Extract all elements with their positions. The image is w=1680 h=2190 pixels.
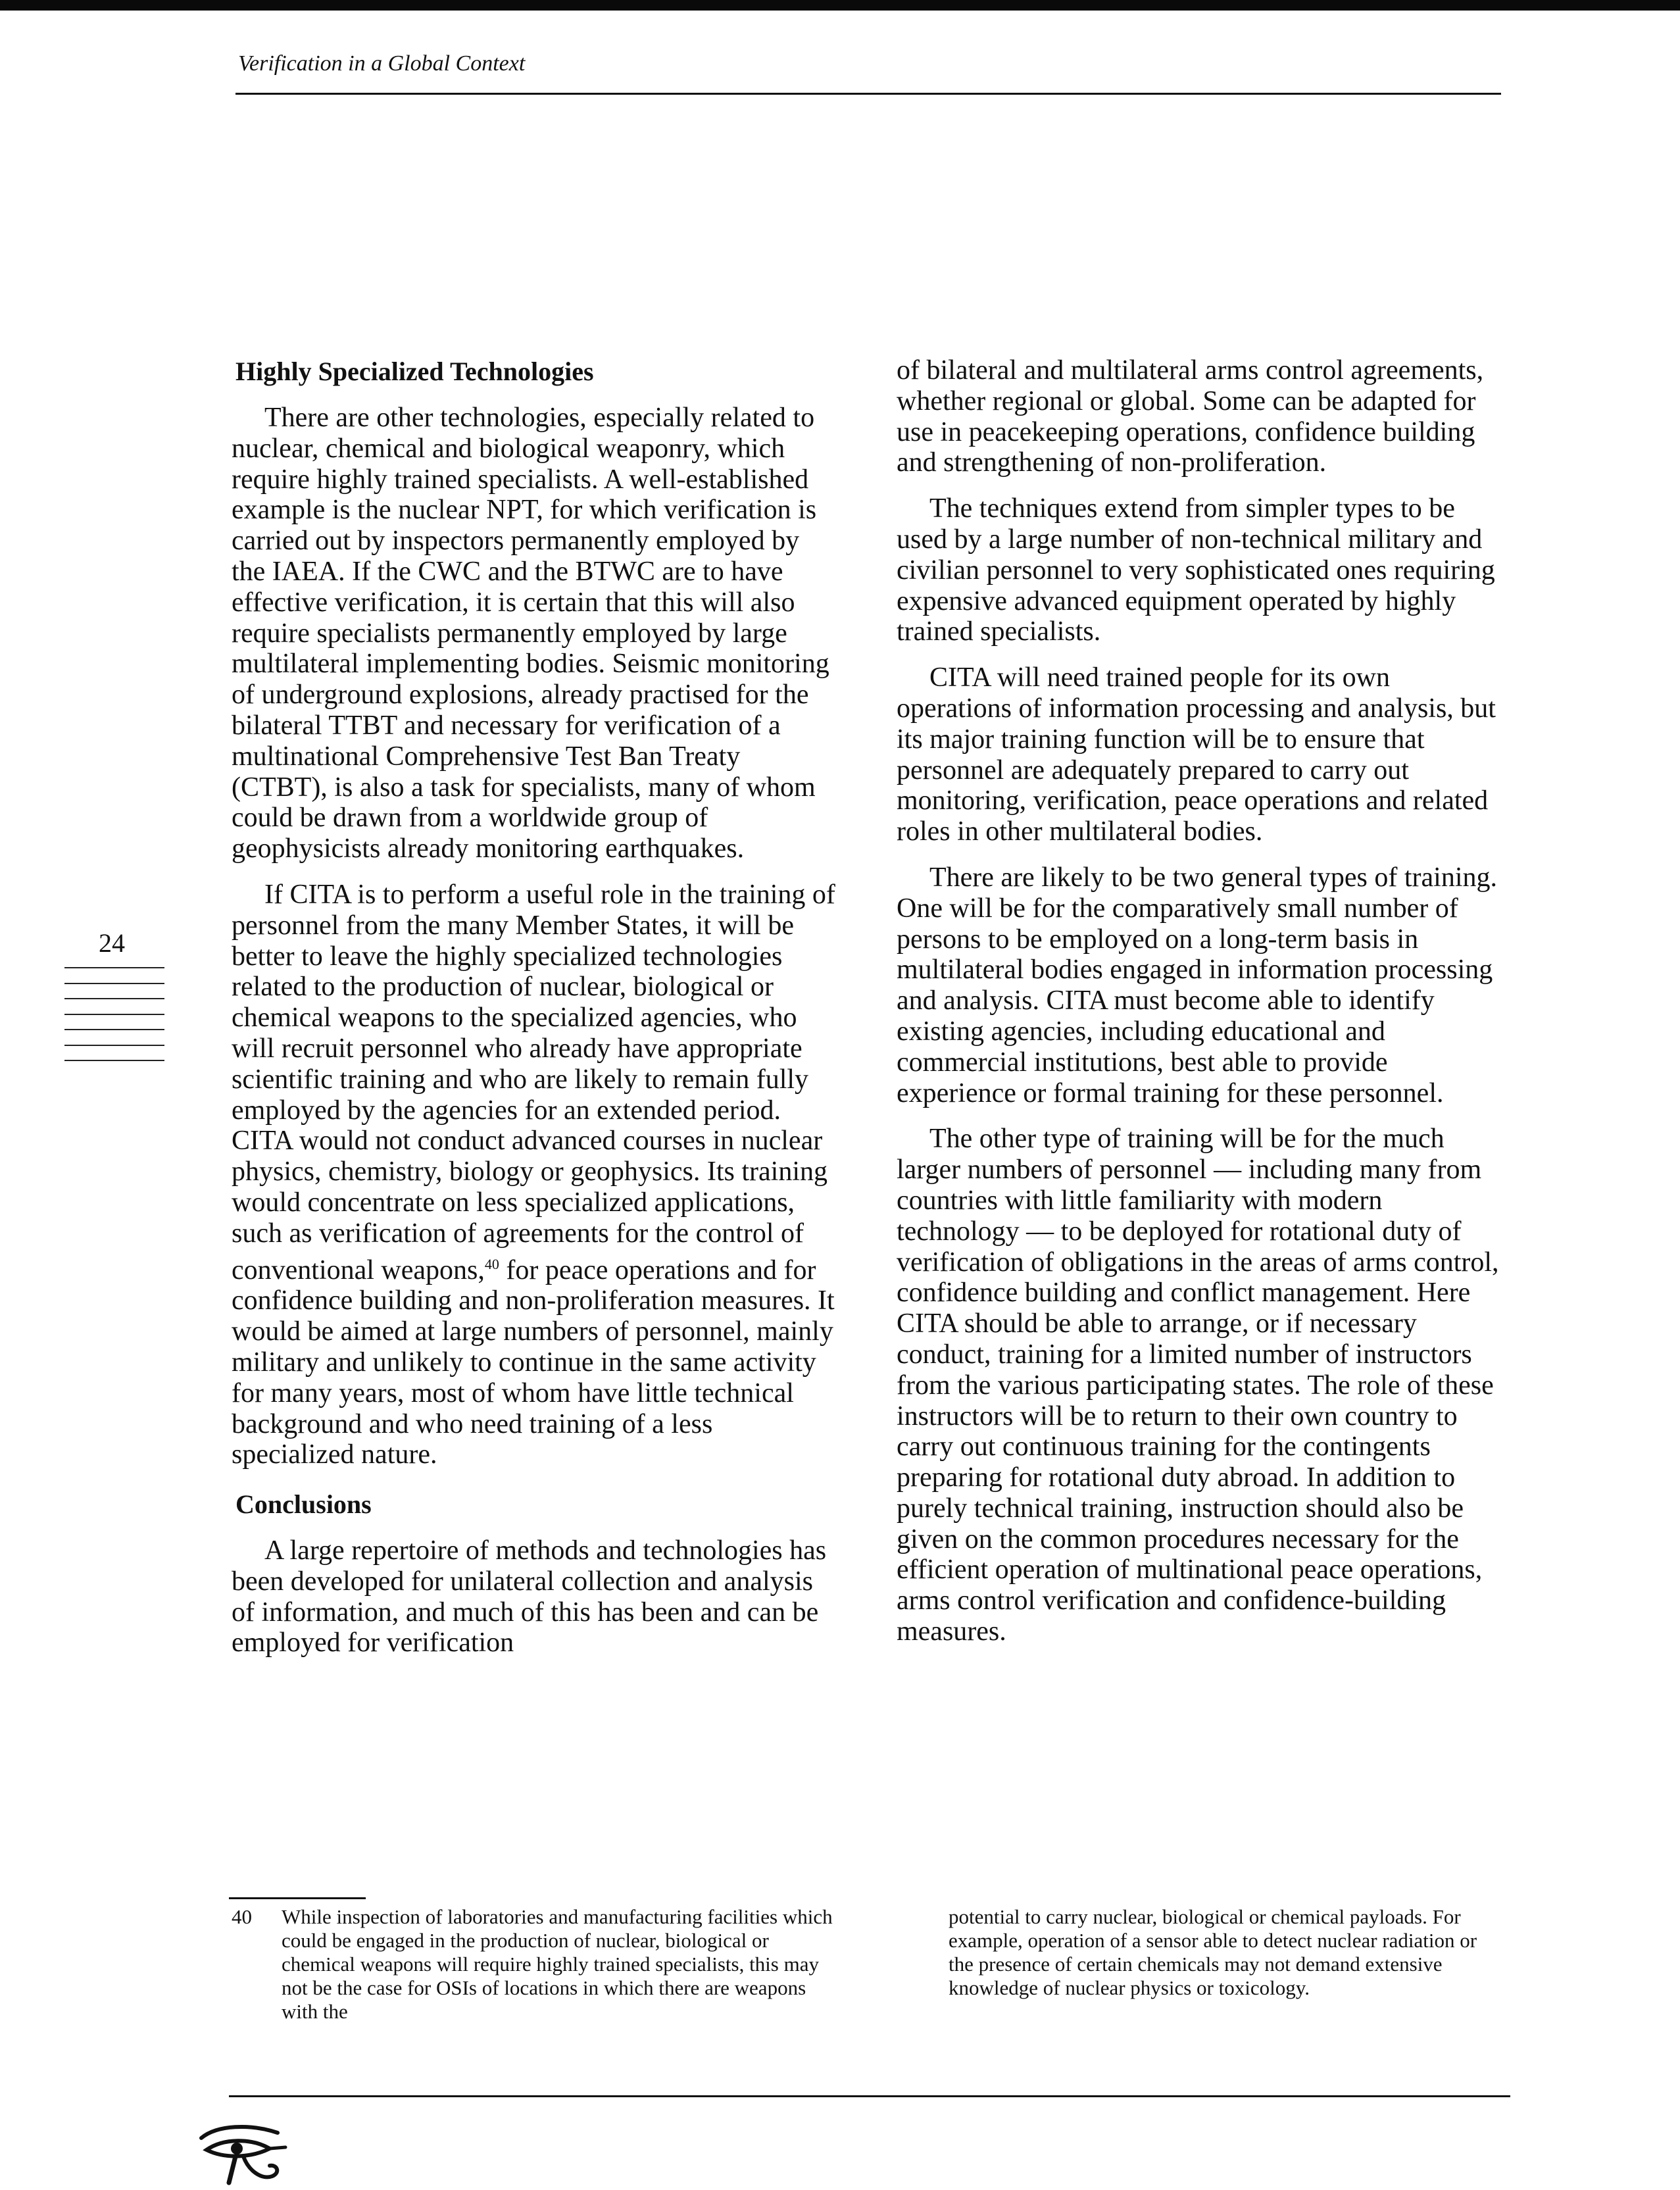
right-column [897, 355, 1502, 1647]
running-head: Verification in a Global Context [238, 51, 526, 76]
paragraph [232, 880, 838, 1470]
section-heading-specialized: Highly Specialized Technologies [235, 357, 594, 386]
eye-of-horus-logo-icon [197, 2124, 289, 2186]
paragraph: There are likely to be two general types of training. One will be for the comparatively small number of persons to be employed on a long-term basis in multilateral bodies engaged in information processing and analysis. CITA must become able to identify existing agencies, including educational and commercial institutions, best able to provide experience or formal training for these personnel. [897, 862, 1498, 1108]
footer-rule [229, 2095, 1510, 2097]
scan-top-border [0, 0, 1680, 11]
footnote-number: 40 [232, 1905, 252, 1928]
page-number: 24 [99, 928, 125, 958]
left-column [232, 355, 838, 1658]
paragraph-text: If CITA is to perform a useful role in the training of personnel from the many Member States, it will be better to leave the highly specialized technologies related to the production of nuclear, biological or chemical weapons to the specialized agencies, who will recruit personnel who already have appropriate scientific training and who are likely to remain fully employed by the agencies for an extended period. CITA would not conduct advanced courses in nuclear physics, chemistry, biology or geophysics. Its training would concentrate on less specialized applications, such as verification of agreements for the control of conventional weapons, [232, 879, 835, 1285]
footnote-rule [229, 1897, 366, 1899]
footnote-text-left: While inspection of laboratories and manufacturing facilities which could be engaged in the production of nuclear, biological or chemical weapons will require highly trained specialists, this may not be the case for OSIs of locations in which there are weapons with the [282, 1905, 833, 2023]
paragraph: The techniques extend from simpler types to be used by a large number of non-technical military and civilian personnel to very sophisticated ones requiring expensive advanced equipment operated by highly trained specialists. [897, 493, 1495, 647]
header-rule [235, 93, 1501, 95]
paragraph: There are other technologies, especially related to nuclear, chemical and biological weaponry, which require highly trained specialists. A well-established example is the nuclear NPT, for which verification is carried out by inspectors permanently employed by the IAEA. If the CWC and the BTWC are to have effective verification, it is certain that this will also require specialists permanently employed by large multilateral implementing bodies. Seismic monitoring of underground explosions, already practised for the bilateral TTBT and necessary for verification of a multinational Comprehensive Test Ban Treaty (CTBT), is also a task for specialists, many of whom could be drawn from a worldwide group of geophysicists already monitoring earthquakes. [232, 403, 829, 864]
paragraph: The other type of training will be for the much larger numbers of personnel — including many from countries with little familiarity with modern technology — to be deployed for rotational duty of verification of obligations in the areas of arms control, confidence building and conflict management. Here CITA should be able to arrange, or if necessary conduct, training for a limited number of instructors from the various participating states. The role of these instructors will be to return to their own country to carry out continuous training for the contingents preparing for rotational duty abroad. In addition to purely technical training, instruction should also be given on the common procedures necessary for the efficient operation of multinational peace operations, arms control verification and confidence-building measures. [897, 1124, 1499, 1647]
paragraph: CITA will need trained people for its own operations of information processing and analysis, but its major training function will be to ensure that personnel are adequately prepared to carry out monitoring, verification, peace operations and related roles in other multilateral bodies. [897, 662, 1496, 847]
paragraph: A large repertoire of methods and technologies has been developed for unilateral collection and analysis of information, and much of this has been and can be employed for verification [232, 1535, 827, 1658]
footnote-text-right: potential to carry nuclear, biological or chemical payloads. For example, operation of a sensor able to detect nuclear radiation or the presence of certain chemicals may not demand extensive knowledge of nuclear physics or toxicology. [949, 1905, 1477, 1999]
margin-decoration [64, 967, 164, 1076]
footnote-reference[interactable]: 40 [484, 1255, 499, 1272]
section-heading-conclusions: Conclusions [235, 1489, 372, 1520]
paragraph: of bilateral and multilateral arms control agreements, whether regional or global. Some can be adapted for use in peacekeeping operations, confidence building and strengthening of non-proliferation. [897, 355, 1484, 478]
paragraph-text: for peace operations and for confidence building and non-proliferation measures. It would be aimed at large numbers of personnel, mainly military and unlikely to continue in the same activity for many years, most of whom have little technical background and who need training of a less specialized nature. [232, 1255, 835, 1470]
